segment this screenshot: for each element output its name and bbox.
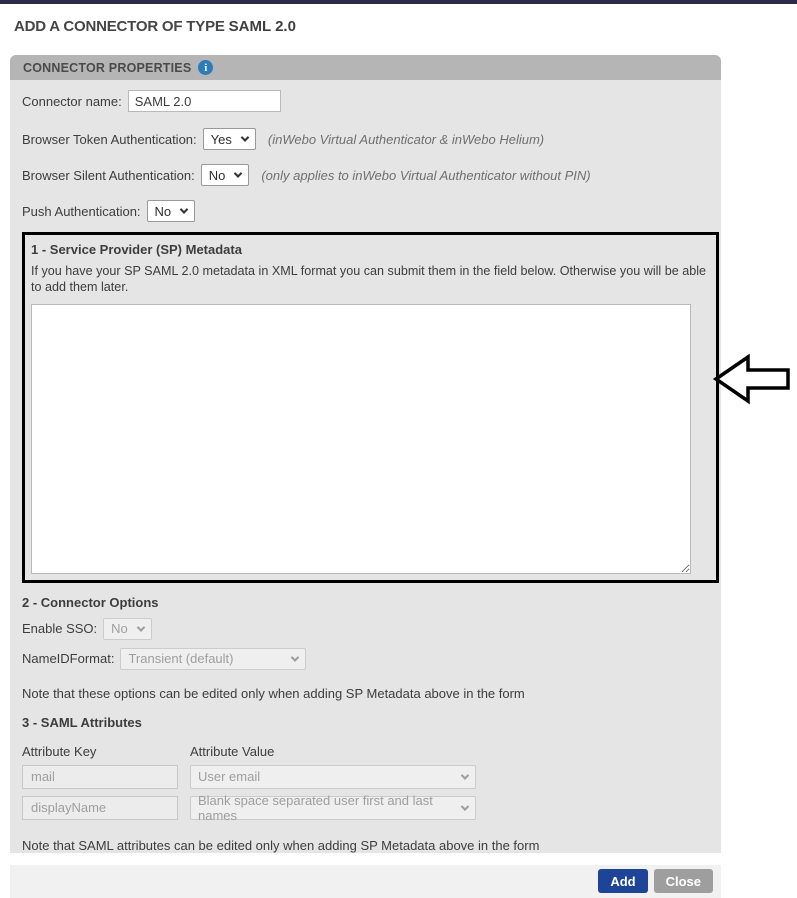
enable-sso-select-disabled bbox=[103, 618, 152, 640]
connector-properties-panel bbox=[10, 55, 721, 898]
close-button[interactable]: Close bbox=[654, 869, 713, 893]
connector-options-note: Note that these options can be edited only when adding SP Metadata above in the form bbox=[22, 685, 525, 701]
browser-token-note: (inWebo Virtual Authenticator & inWebo Helium) bbox=[267, 131, 545, 147]
browser-silent-selected-value: No bbox=[208, 167, 226, 183]
push-auth-row bbox=[22, 200, 721, 222]
page-title-prefix: ADD A CONNECTOR OF TYPE bbox=[14, 18, 225, 35]
sp-metadata-textarea[interactable] bbox=[31, 304, 691, 574]
panel-footer bbox=[10, 865, 721, 898]
nameid-format-label: NameIDFormat: bbox=[22, 651, 115, 667]
connector-name-row bbox=[22, 90, 721, 112]
saml-attributes-table-header bbox=[22, 744, 721, 759]
chevron-down-icon bbox=[241, 133, 249, 141]
left-arrow-annotation bbox=[712, 350, 792, 413]
add-button[interactable]: Add bbox=[598, 869, 647, 893]
attribute-value-selected: User email bbox=[198, 769, 261, 785]
chevron-down-icon bbox=[291, 653, 299, 661]
panel-body bbox=[10, 80, 721, 853]
panel-header-title: CONNECTOR PROPERTIES bbox=[23, 60, 192, 75]
saml-attributes-table bbox=[22, 743, 721, 823]
attribute-value-column-header: Attribute Value bbox=[190, 743, 275, 759]
nameid-format-row bbox=[22, 648, 721, 670]
chevron-down-icon bbox=[137, 623, 145, 631]
connector-options-section bbox=[22, 595, 721, 701]
chevron-down-icon bbox=[234, 169, 242, 177]
connector-name-input[interactable] bbox=[128, 90, 281, 112]
browser-token-label: Browser Token Authentication: bbox=[22, 131, 197, 147]
table-row bbox=[22, 792, 721, 823]
saml-attributes-note: Note that SAML attributes can be edited only when adding SP Metadata above in the form bbox=[22, 837, 540, 853]
attribute-key-column-header: Attribute Key bbox=[22, 743, 97, 759]
attribute-key-input-mail bbox=[22, 765, 178, 789]
enable-sso-row bbox=[22, 618, 721, 640]
browser-silent-row bbox=[22, 164, 721, 186]
attribute-key-input-displayname bbox=[22, 796, 178, 820]
page-title bbox=[14, 18, 797, 35]
enable-sso-selected-value: No bbox=[111, 621, 128, 637]
browser-token-selected-value: Yes bbox=[210, 131, 232, 147]
top-accent-bar bbox=[0, 0, 797, 4]
chevron-down-icon bbox=[461, 771, 469, 779]
sp-metadata-section-title: 1 - Service Provider (SP) Metadata bbox=[31, 242, 242, 257]
browser-token-row bbox=[22, 128, 721, 150]
connector-options-title: 2 - Connector Options bbox=[22, 594, 159, 610]
attribute-value-selected: Blank space separated user first and last names bbox=[198, 792, 433, 823]
browser-silent-label: Browser Silent Authentication: bbox=[22, 167, 195, 183]
panel-header bbox=[10, 55, 721, 80]
nameid-format-select-disabled bbox=[120, 648, 306, 670]
enable-sso-label: Enable SSO: bbox=[22, 621, 98, 637]
page-title-connector-type: SAML 2.0 bbox=[228, 18, 296, 35]
attribute-value-select-displayname-disabled bbox=[190, 792, 476, 823]
sp-metadata-section-highlighted bbox=[22, 232, 719, 583]
push-auth-selected-value: No bbox=[154, 203, 172, 219]
nameid-format-selected-value: Transient (default) bbox=[128, 651, 234, 667]
push-auth-select[interactable] bbox=[147, 200, 196, 222]
table-row bbox=[22, 765, 721, 789]
chevron-down-icon bbox=[180, 205, 188, 213]
chevron-down-icon bbox=[461, 802, 469, 810]
connector-name-label: Connector name: bbox=[22, 93, 122, 109]
browser-silent-select[interactable] bbox=[201, 164, 250, 186]
browser-silent-note: (only applies to inWebo Virtual Authenticator without PIN) bbox=[261, 167, 591, 183]
saml-attributes-title: 3 - SAML Attributes bbox=[22, 714, 142, 730]
saml-attributes-section bbox=[22, 715, 721, 853]
browser-token-select[interactable] bbox=[203, 128, 256, 150]
sp-metadata-description: If you have your SP SAML 2.0 metadata in XML format you can submit them in the field below. Otherwise you will be able to add them later. bbox=[31, 264, 707, 295]
push-auth-label: Push Authentication: bbox=[22, 203, 141, 219]
info-icon[interactable]: i bbox=[198, 60, 213, 75]
attribute-value-select-mail-disabled bbox=[190, 765, 476, 789]
left-arrow-icon bbox=[712, 350, 792, 408]
